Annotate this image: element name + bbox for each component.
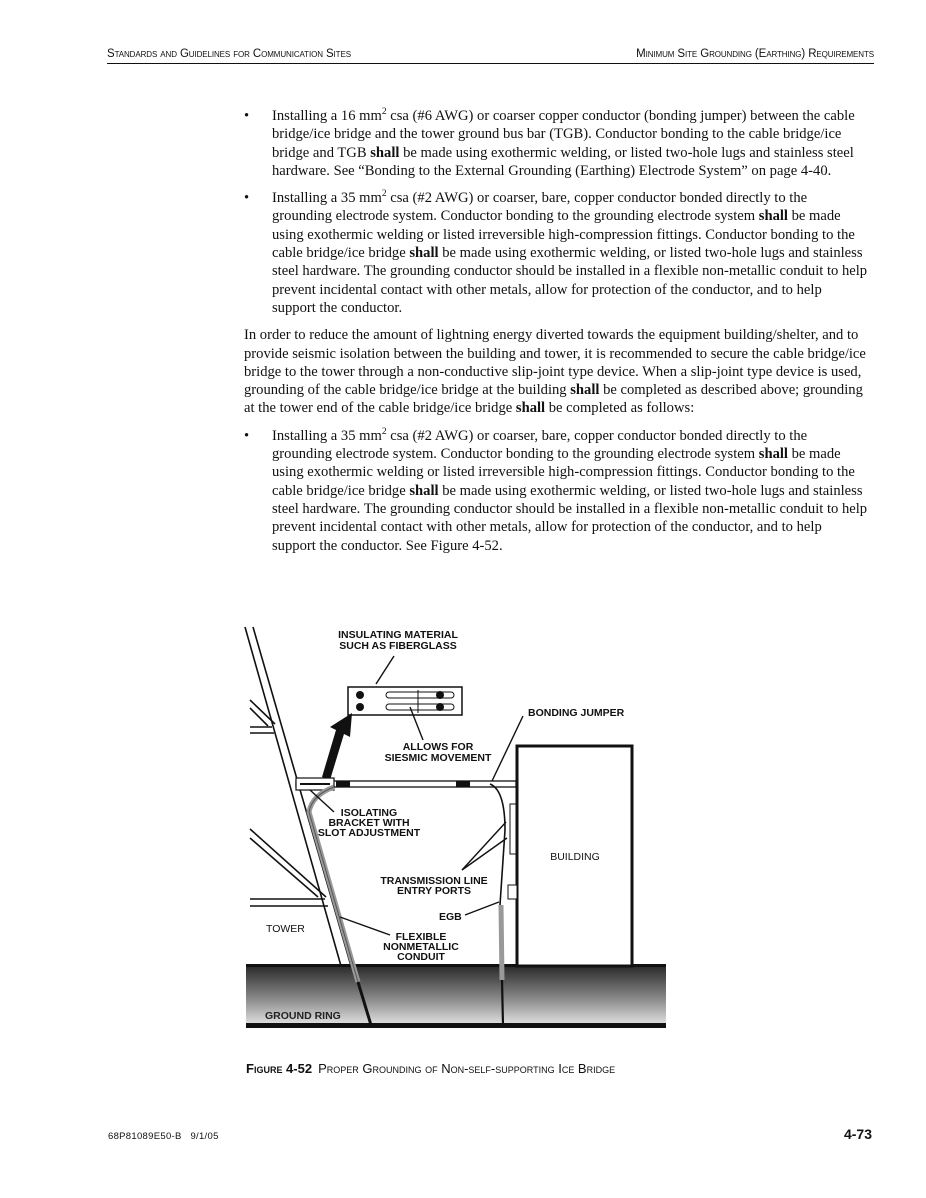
bullet-marker: • xyxy=(244,108,250,124)
label-conduit: CONDUIT xyxy=(397,951,445,963)
label-conduit: NONMETALLIC xyxy=(383,941,459,953)
text-run: csa (#2 AWG) or coarser, bare, copper conductor bonded directly to the grounding electrode system. Conductor bonding to the grounding electrode system xyxy=(272,190,808,225)
text-run: be made using exothermic welding, or listed two-hole lugs and stainless steel hardware. The grounding conductor should be installed in a flexible non-metallic conduit to help prevent incidental contact with other metals, allow for protection of the conductor, and to help support the conductor. xyxy=(272,245,868,316)
bold-term: shall xyxy=(409,245,439,262)
label-isolating: SLOT ADJUSTMENT xyxy=(317,827,421,839)
bullet-marker: • xyxy=(244,190,250,207)
label-bonding-jumper: BONDING JUMPER xyxy=(528,707,625,719)
text-run: Installing a 35 mm xyxy=(272,190,382,207)
header-right: Minimum Site Grounding (Earthing) Requirements xyxy=(636,48,874,60)
page-number: 4-73 xyxy=(843,1126,872,1142)
text-run: Installing a 35 mm xyxy=(272,427,382,444)
header-left: Standards and Guidelines for Communication Sites xyxy=(107,48,351,60)
label-conduit: FLEXIBLE xyxy=(395,931,447,943)
superscript: 2 xyxy=(381,426,387,437)
bold-term: shall xyxy=(570,382,600,399)
text-run: be made using exothermic welding or listed irreversible high-compression fittings. Conductor bonding to the cable bridge/ice bridge xyxy=(272,208,855,262)
superscript: 2 xyxy=(381,189,387,200)
bullet-marker: • xyxy=(244,427,250,444)
text-run: be completed as described above; grounding at the tower end of the cable bridge/ice bridge xyxy=(244,382,863,417)
bold-term: shall xyxy=(515,400,546,417)
text-run: csa (#2 AWG) or coarser, bare, copper conductor bonded directly to the grounding electrode system. Conductor bonding to the grounding electrode system xyxy=(272,427,808,463)
detail-arrow xyxy=(322,713,352,780)
text-run: Installing a 16 mm xyxy=(272,108,382,124)
label-isolating: BRACKET WITH xyxy=(328,817,410,829)
label-allows: ALLOWS FOR xyxy=(402,741,474,753)
text-run: be made using exothermic welding, or listed two-hole lugs and stainless steel hardware. The grounding conductor should be installed in a flexible non-metallic conduit to help prevent incidental contact with other metals, allow for protection of the conductor, and to help support the conductor. See Figure 4-52. xyxy=(272,482,868,554)
label-egb: EGB xyxy=(439,911,462,923)
label-transmission-line: TRANSMISSION LINE xyxy=(380,875,488,887)
text-run: be completed as follows: xyxy=(545,400,695,417)
tower xyxy=(245,627,351,966)
label-insulating: INSULATING MATERIAL xyxy=(338,629,458,641)
label-isolating: ISOLATING xyxy=(340,807,398,819)
text-run: csa (#6 AWG) or coarser copper conductor (bonding jumper) between the cable bridge/ice bridge and the tower ground bus bar (TGB). Conductor bonding to the cable bridge/ice bridge and TGB xyxy=(272,108,855,161)
bold-term: shall xyxy=(758,446,788,463)
superscript: 2 xyxy=(381,107,387,117)
label-transmission-line: ENTRY PORTS xyxy=(396,885,472,897)
label-insulating: SUCH AS FIBERGLASS xyxy=(339,640,457,652)
label-ground-ring: GROUND RING xyxy=(265,1010,341,1022)
footer-doc-id: 68P81089E50-B 9/1/05 xyxy=(108,1131,219,1142)
bold-term: shall xyxy=(409,482,439,499)
label-allows: SIESMIC MOVEMENT xyxy=(384,752,492,764)
bold-term: shall xyxy=(370,144,400,161)
figure-number: Figure 4-52 xyxy=(246,1061,313,1076)
text-run: In order to reduce the amount of lightning energy diverted towards the equipment building/shelter, and to provide seismic isolation between the building and tower, it is recommended to secure the cable bridge/ice bridge to the tower through a non-conductive slip-joint type device. When a slip-joint type device is used, grounding of the cable bridge/ice bridge at the building xyxy=(244,327,866,399)
label-tower: TOWER xyxy=(266,923,305,935)
figure-title: Proper Grounding of Non-self-supporting Ice Bridge xyxy=(318,1061,616,1076)
text-run: be made using exothermic welding, or listed two-hole lugs and stainless steel hardware. See “Bonding to the External Grounding (Earthing) Electrode System” on page 4-40. xyxy=(272,144,854,179)
bold-term: shall xyxy=(758,208,788,225)
label-building: BUILDING xyxy=(550,851,600,863)
insulating-plate-detail xyxy=(348,687,462,715)
figure-caption xyxy=(246,1061,615,1076)
text-run: be made using exothermic welding or listed irreversible high-compression fittings. Conductor bonding to the cable bridge/ice bridge xyxy=(272,446,855,499)
